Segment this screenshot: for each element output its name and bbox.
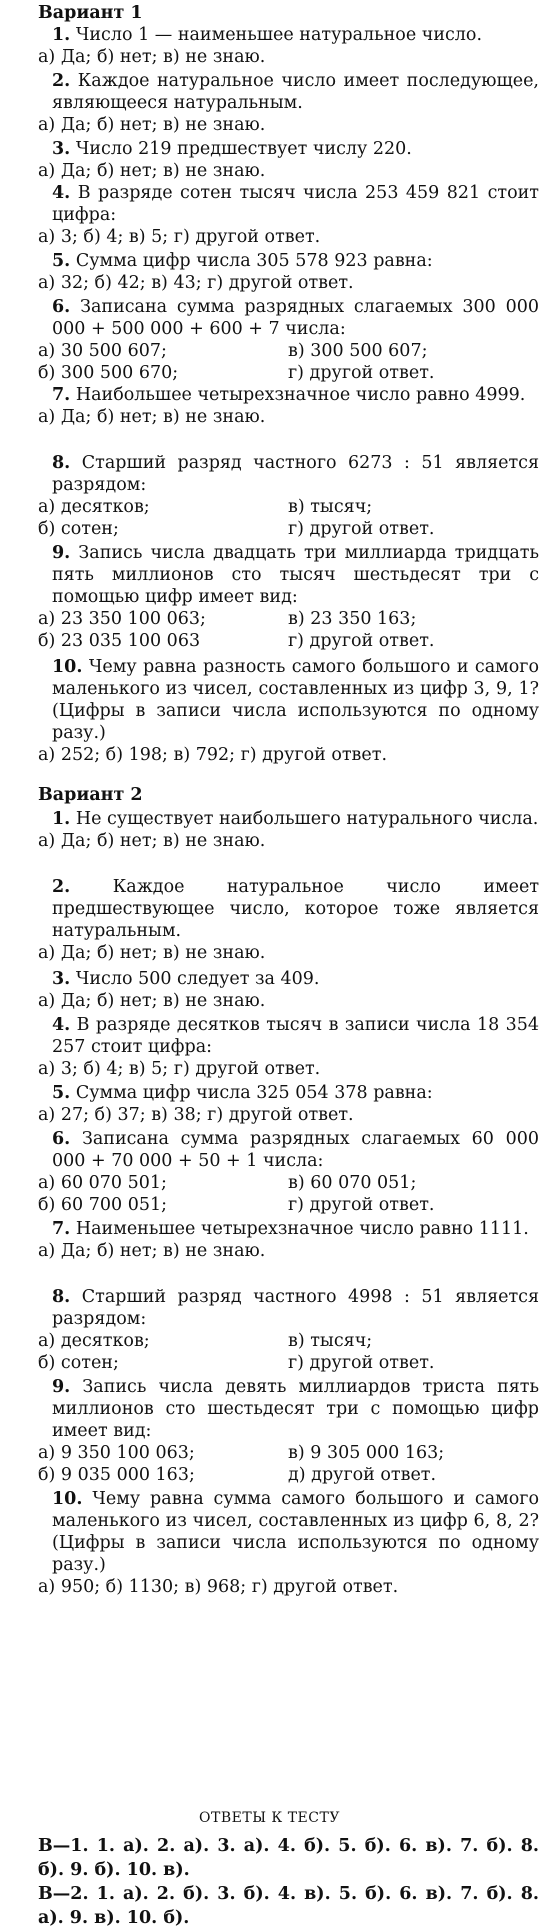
v1-question-6: 6. Записана сумма разрядных слагаемых 300 000 000 + 500 000 + 600 + 7 числа: а) 30 500 607; в) 300 500 607; б) 300 500 670; г) другой ответ. <box>38 297 539 383</box>
v1-question-4: 4. В разряде сотен тысяч числа 253 459 821 стоит цифра: а) 3; б) 4; в) 5; г) другой ответ. <box>38 183 539 247</box>
v2-question-6: 6. Записана сумма разрядных слагаемых 60 000 000 + 70 000 + 50 + 1 числа: а) 60 070 501; в) 60 070 051; б) 60 700 051; г) другой ответ. <box>38 1129 539 1215</box>
v2-question-4: 4. В разряде десятков тысяч в записи числа 18 354 257 стоит цифра: а) 3; б) 4; в) 5; г) другой ответ. <box>38 1015 539 1079</box>
v1-question-8: 8. Старший разряд частного 6273 : 51 является разрядом: а) десятков; в) тысяч; б) сотен; г) другой ответ. <box>38 453 539 539</box>
v2-question-3: 3. Число 500 следует за 409. а) Да; б) нет; в) не знаю. <box>38 969 320 1011</box>
v1-q6-options: а) 30 500 607; в) 300 500 607; б) 300 500 670; г) другой ответ. <box>38 341 435 383</box>
v1-question-2: 2. Каждое натуральное число имеет последующее, являющееся натуральным. а) Да; б) нет; в) не знаю. <box>38 71 539 135</box>
answers-heading: ОТВЕТЫ К ТЕСТУ <box>199 1810 340 1826</box>
v1-question-7: 7. Наибольшее четырехзначное число равно 4999. а) Да; б) нет; в) не знаю. <box>38 385 526 427</box>
variant-1-title: Вариант 1 <box>38 3 143 23</box>
v2-question-10: 10. Чему равна сумма самого большого и самого маленького из чисел, составленных из цифр 6, 8, 2? (Цифры в записи числа используются по одному разу.) а) 950; б) 1130; в) 968; г) другой ответ. <box>38 1489 539 1597</box>
v1-q9-options: а) 23 350 100 063; в) 23 350 163; б) 23 035 100 063 г) другой ответ. <box>38 609 435 651</box>
v1-question-9: 9. Запись числа двадцать три миллиарда тридцать пять миллионов сто тысяч шестьдесят три с помощью цифр имеет вид: а) 23 350 100 063; в) 23 350 163; б) 23 035 100 063 г) другой ответ. <box>38 543 539 651</box>
v1-q8-options: а) десятков; в) тысяч; б) сотен; г) другой ответ. <box>38 497 435 539</box>
v1-question-10: 10. Чему равна разность самого большого и самого маленького из чисел, составленных из цифр 3, 9, 1? (Цифры в записи числа используются по одному разу.) а) 252; б) 198; в) 792; г) другой ответ. <box>38 657 539 765</box>
v2-q6-options: а) 60 070 501; в) 60 070 051; б) 60 700 051; г) другой ответ. <box>38 1173 435 1215</box>
v2-question-2: 2. Каждое натуральное число имеет предшествующее число, которое тоже является натуральным. а) Да; б) нет; в) не знаю. <box>38 877 539 963</box>
variant-2-title: Вариант 2 <box>38 785 143 805</box>
answers-variant-1: В—1. 1. а). 2. а). 3. а). 4. б). 5. б). 6. в). 7. б). 8. б). 9. б). 10. в). <box>38 1836 539 1880</box>
answers-variant-2: В—2. 1. а). 2. б). 3. б). 4. в). 5. б). 6. в). 7. б). 8. а). 9. в). 10. б). <box>38 1884 539 1928</box>
v2-question-9: 9. Запись числа девять миллиардов триста пять миллионов сто шестьдесят три с помощью цифр имеет вид: а) 9 350 100 063; в) 9 305 000 163; б) 9 035 000 163; д) другой ответ. <box>38 1377 539 1485</box>
v2-q8-options: а) десятков; в) тысяч; б) сотен; г) другой ответ. <box>38 1331 435 1373</box>
v2-question-5: 5. Сумма цифр числа 325 054 378 равна: а) 27; б) 37; в) 38; г) другой ответ. <box>38 1083 433 1125</box>
v1-question-1: 1. Число 1 — наименьшее натуральное число. а) Да; б) нет; в) не знаю. <box>38 25 483 67</box>
v1-question-5: 5. Сумма цифр числа 305 578 923 равна: а) 32; б) 42; в) 43; г) другой ответ. <box>38 251 433 293</box>
v1-question-3: 3. Число 219 предшествует числу 220. а) Да; б) нет; в) не знаю. <box>38 139 412 181</box>
v2-question-1: 1. Не существует наибольшего натурального числа. а) Да; б) нет; в) не знаю. <box>38 809 539 851</box>
v2-question-7: 7. Наименьшее четырехзначное число равно 1111. а) Да; б) нет; в) не знаю. <box>38 1219 529 1261</box>
v2-q9-options: а) 9 350 100 063; в) 9 305 000 163; б) 9 035 000 163; д) другой ответ. <box>38 1443 445 1485</box>
v2-question-8: 8. Старший разряд частного 4998 : 51 является разрядом: а) десятков; в) тысяч; б) сотен; г) другой ответ. <box>38 1287 539 1373</box>
